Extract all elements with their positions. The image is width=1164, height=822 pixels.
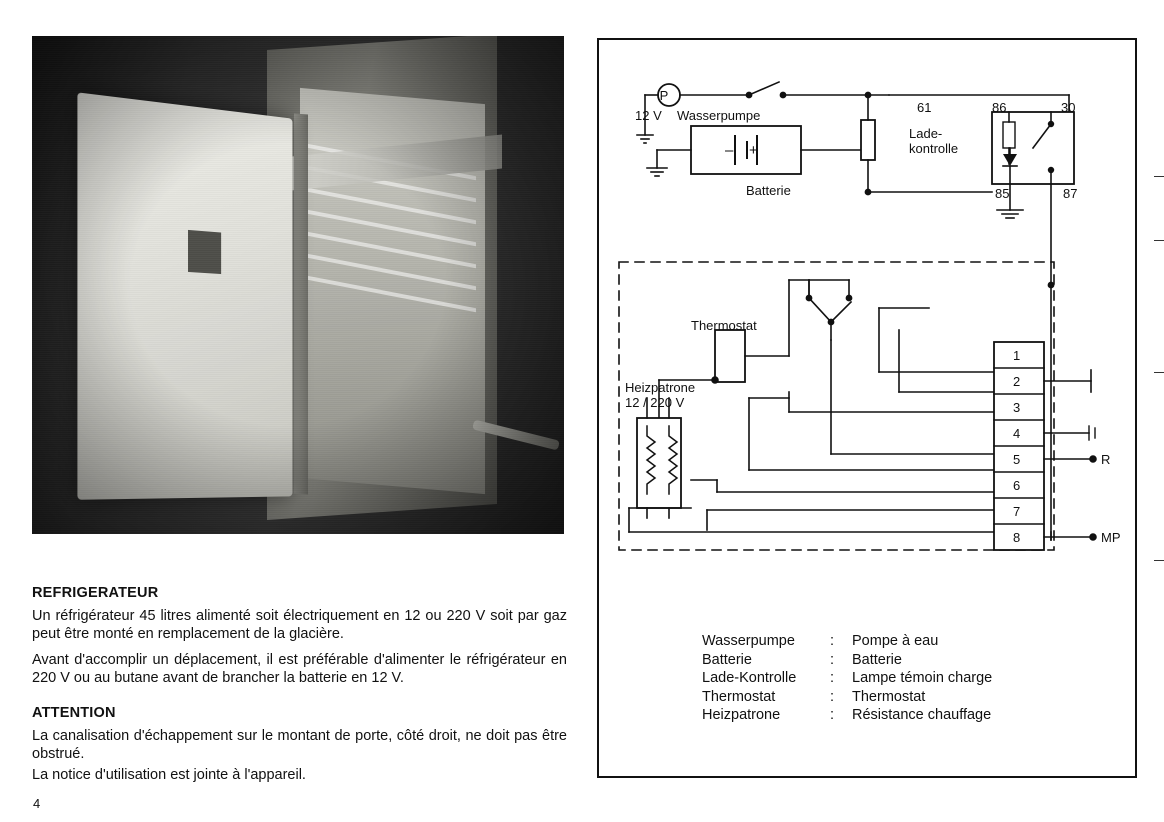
left-column [0,0,580,822]
legend-term: Lade-Kontrolle [702,670,797,686]
relay-terminal-85: 85 [995,186,1010,201]
legend-table [702,632,992,725]
refrigerateur-heading: REFRIGERATEUR [32,585,159,601]
legend-row [702,632,992,651]
crop-tick [1154,372,1164,373]
crop-tick [1154,240,1164,241]
output-mp-label: MP [1101,530,1121,545]
heizpatrone-line1: Heizpatrone [625,380,696,395]
refrigerator-photo [32,36,564,534]
legend-separator: : [830,707,835,723]
photo-open-door [77,92,292,499]
terminal-4: 4 [1013,426,1021,441]
pump-name-label: Wasserpumpe [677,108,761,123]
terminal-5: 5 [1013,452,1021,467]
battery-plus-label: + [749,142,758,159]
terminal-3: 3 [1013,400,1021,415]
legend-translation: Lampe témoin charge [852,670,993,686]
legend-translation: Pompe à eau [852,633,939,649]
legend-separator: : [830,633,835,649]
attention-heading: ATTENTION [32,705,116,721]
legend-separator: : [830,688,835,705]
photo-door-edge [294,114,308,495]
crop-tick [1154,176,1164,177]
legend-separator: : [830,651,835,668]
legend-translation: Thermostat [852,688,926,705]
terminal-2: 2 [1013,374,1021,389]
relay-terminal-61: 61 [917,100,932,115]
terminal-1: 1 [1013,348,1021,363]
relay-terminal-87: 87 [1063,186,1078,201]
pump-symbol-label: P [659,88,669,103]
terminal-6: 6 [1013,478,1021,493]
thermostat-label: Thermostat [691,318,757,333]
lade-kontrolle-line1: Lade- [909,126,943,141]
photo-door-sticker [188,230,221,274]
battery-label: Batterie [746,183,791,198]
page-number: 4 [33,796,41,811]
legend-term: Batterie [702,651,752,668]
legend-row [702,651,992,670]
body-text-block [32,585,567,794]
legend-term: Heizpatrone [702,707,781,723]
output-r-label: R [1101,452,1111,467]
lade-kontrolle-line2: kontrolle [909,141,959,156]
refrigerateur-paragraph-2: Avant d'accomplir un déplacement, il est préférable d'alimenter le réfrigérateur en 220 V ou au butane avant de brancher la batterie en 12 V. [32,652,567,686]
legend-translation: Résistance chauffage [852,707,992,723]
attention-paragraph-1: La canalisation d'échappement sur le montant de porte, côté droit, ne doit pas être obstrué. [32,728,567,762]
legend-separator: : [830,670,835,686]
heizpatrone-line2: 12 / 220 V [625,395,685,410]
legend-block [702,632,992,725]
legend-row [702,688,992,707]
terminal-7: 7 [1013,504,1021,519]
legend-term: Wasserpumpe [702,633,795,649]
legend-term: Thermostat [702,688,776,705]
terminal-8: 8 [1013,530,1021,545]
attention-paragraph-2: La notice d'utilisation est jointe à l'appareil. [32,767,306,783]
relay-terminal-30: 30 [1061,100,1076,115]
refrigerateur-paragraph-1: Un réfrigérateur 45 litres alimenté soit électriquement en 12 ou 220 V soit par gaz peut être monté en remplacement de la glacière. [32,608,567,642]
legend-row [702,706,992,725]
legend-row [702,669,992,688]
pump-voltage-label: 12 V [635,108,662,123]
relay-terminal-86: 86 [992,100,1007,115]
battery-minus-label: – [725,142,734,159]
crop-tick [1154,560,1164,561]
legend-translation: Batterie [852,651,902,668]
